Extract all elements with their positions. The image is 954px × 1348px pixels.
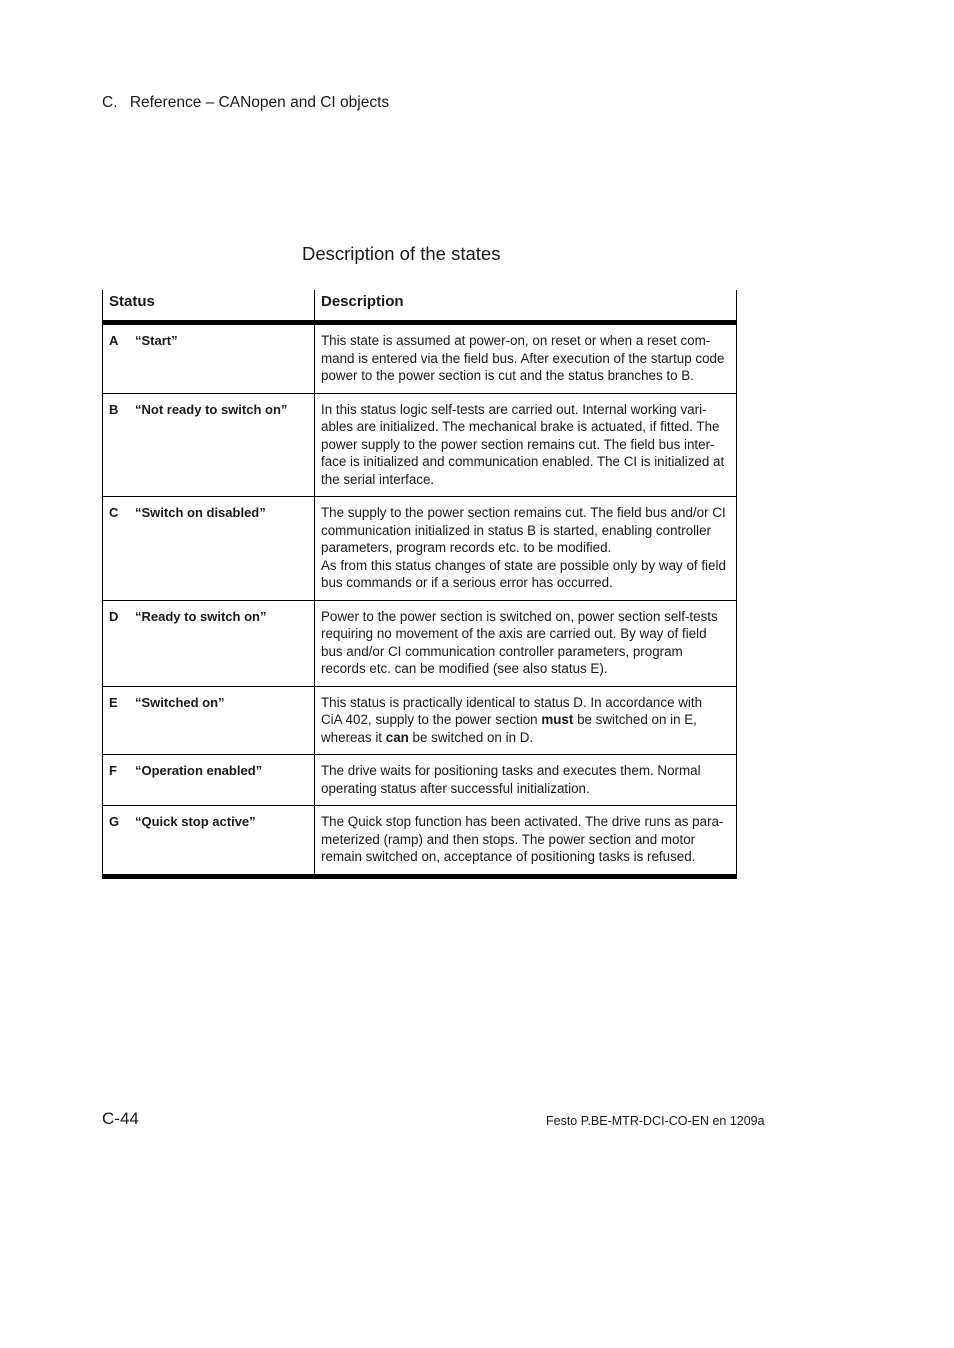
status-cell: [103, 393, 315, 497]
description-line: mand is entered via the field bus. After execution of the startup code: [321, 350, 725, 366]
description-cell: [315, 600, 737, 686]
description-line: The supply to the power section remains cut. The field bus and/or CI: [321, 505, 726, 520]
description-line: face is initialized and communication enabled. The CI is initialized at: [321, 454, 725, 469]
section-title: Reference – CANopen and CI objects: [129, 94, 390, 111]
description-line: remain switched on, acceptance of positioning tasks is refused.: [321, 849, 696, 864]
document-id: Festo P.BE-MTR-DCI-CO-EN en 1209a: [546, 1114, 765, 1128]
description-line: the serial interface.: [321, 471, 435, 487]
status-letter: D: [109, 608, 119, 624]
status-name: “Switched on”: [135, 694, 225, 710]
description-line: parameters, program records etc. to be modified.: [321, 540, 612, 555]
states-table: [102, 290, 737, 879]
table-row: [103, 393, 737, 497]
description-line: [321, 729, 730, 747]
description-line: The drive waits for positioning tasks and executes them. Normal: [321, 763, 701, 778]
description-text: whereas it: [321, 729, 386, 745]
status-name: “Start”: [135, 333, 178, 348]
description-line: ables are initialized. The mechanical brake is actuated, if fitted. The: [321, 419, 720, 434]
table-row: [103, 323, 737, 394]
description-line: communication initialized in status B is started, enabling controller: [321, 522, 712, 538]
description-line: Power to the power section is switched on, power section self-tests: [321, 608, 718, 624]
table-row: [103, 755, 737, 806]
status-name: “Ready to switch on”: [135, 608, 267, 624]
description-text: be switched on in D.: [408, 729, 534, 745]
status-letter: F: [109, 763, 117, 778]
description-cell: [315, 497, 737, 601]
description-text: CiA 402, supply to the power section: [321, 712, 542, 727]
status-name: “Not ready to switch on”: [135, 401, 288, 417]
table-row: [103, 686, 737, 755]
table-header-row: [103, 290, 737, 323]
description-cell: [315, 686, 737, 755]
status-letter: B: [109, 401, 119, 417]
description-cell: [315, 755, 737, 806]
description-cell: [315, 393, 737, 497]
description-line: As from this status changes of state are possible only by way of field: [321, 557, 726, 573]
page-number: C-44: [102, 1109, 139, 1128]
section-header: [102, 94, 389, 112]
status-cell: [103, 497, 315, 601]
description-line: The Quick stop function has been activated. The drive runs as para-: [321, 814, 724, 829]
description-line: power supply to the power section remains cut. The field bus inter-: [321, 436, 715, 452]
status-cell: [103, 600, 315, 686]
status-letter: C: [109, 505, 119, 520]
description-line: [321, 711, 730, 729]
section-number: C.: [102, 94, 118, 111]
table-row: [103, 806, 737, 877]
status-cell: [103, 686, 315, 755]
table-row: [103, 497, 737, 601]
status-letter: E: [109, 694, 118, 710]
status-name: “Quick stop active”: [135, 814, 256, 829]
status-cell: [103, 806, 315, 877]
emphasis-must: must: [541, 712, 574, 727]
column-header-description: Description: [315, 290, 737, 323]
status-name: “Switch on disabled”: [135, 505, 266, 520]
page-title: Description of the states: [302, 243, 501, 264]
description-cell: [315, 806, 737, 877]
column-header-status: Status: [103, 290, 315, 323]
description-text: be switched on in E,: [573, 712, 697, 727]
status-cell: [103, 323, 315, 394]
description-line: power to the power section is cut and the status branches to B.: [321, 368, 694, 383]
description-line: bus and/or CI communication controller parameters, program: [321, 643, 683, 659]
description-cell: [315, 323, 737, 394]
table-row: [103, 600, 737, 686]
description-line: In this status logic self-tests are carried out. Internal working vari-: [321, 401, 707, 417]
emphasis-can: can: [385, 729, 409, 745]
description-line: meterized (ramp) and then stops. The power section and motor: [321, 831, 696, 847]
description-line: This state is assumed at power-on, on reset or when a reset com-: [321, 333, 711, 348]
status-cell: [103, 755, 315, 806]
status-name: “Operation enabled”: [135, 763, 263, 778]
description-line: records etc. can be modified (see also status E).: [321, 661, 608, 676]
description-line: This status is practically identical to status D. In accordance with: [321, 694, 703, 710]
status-letter: G: [109, 814, 120, 829]
status-letter: A: [109, 333, 119, 348]
description-line: bus commands or if a serious error has occurred.: [321, 575, 613, 590]
description-line: operating status after successful initialization.: [321, 780, 590, 796]
description-line: requiring no movement of the axis are carried out. By way of field: [321, 626, 707, 641]
